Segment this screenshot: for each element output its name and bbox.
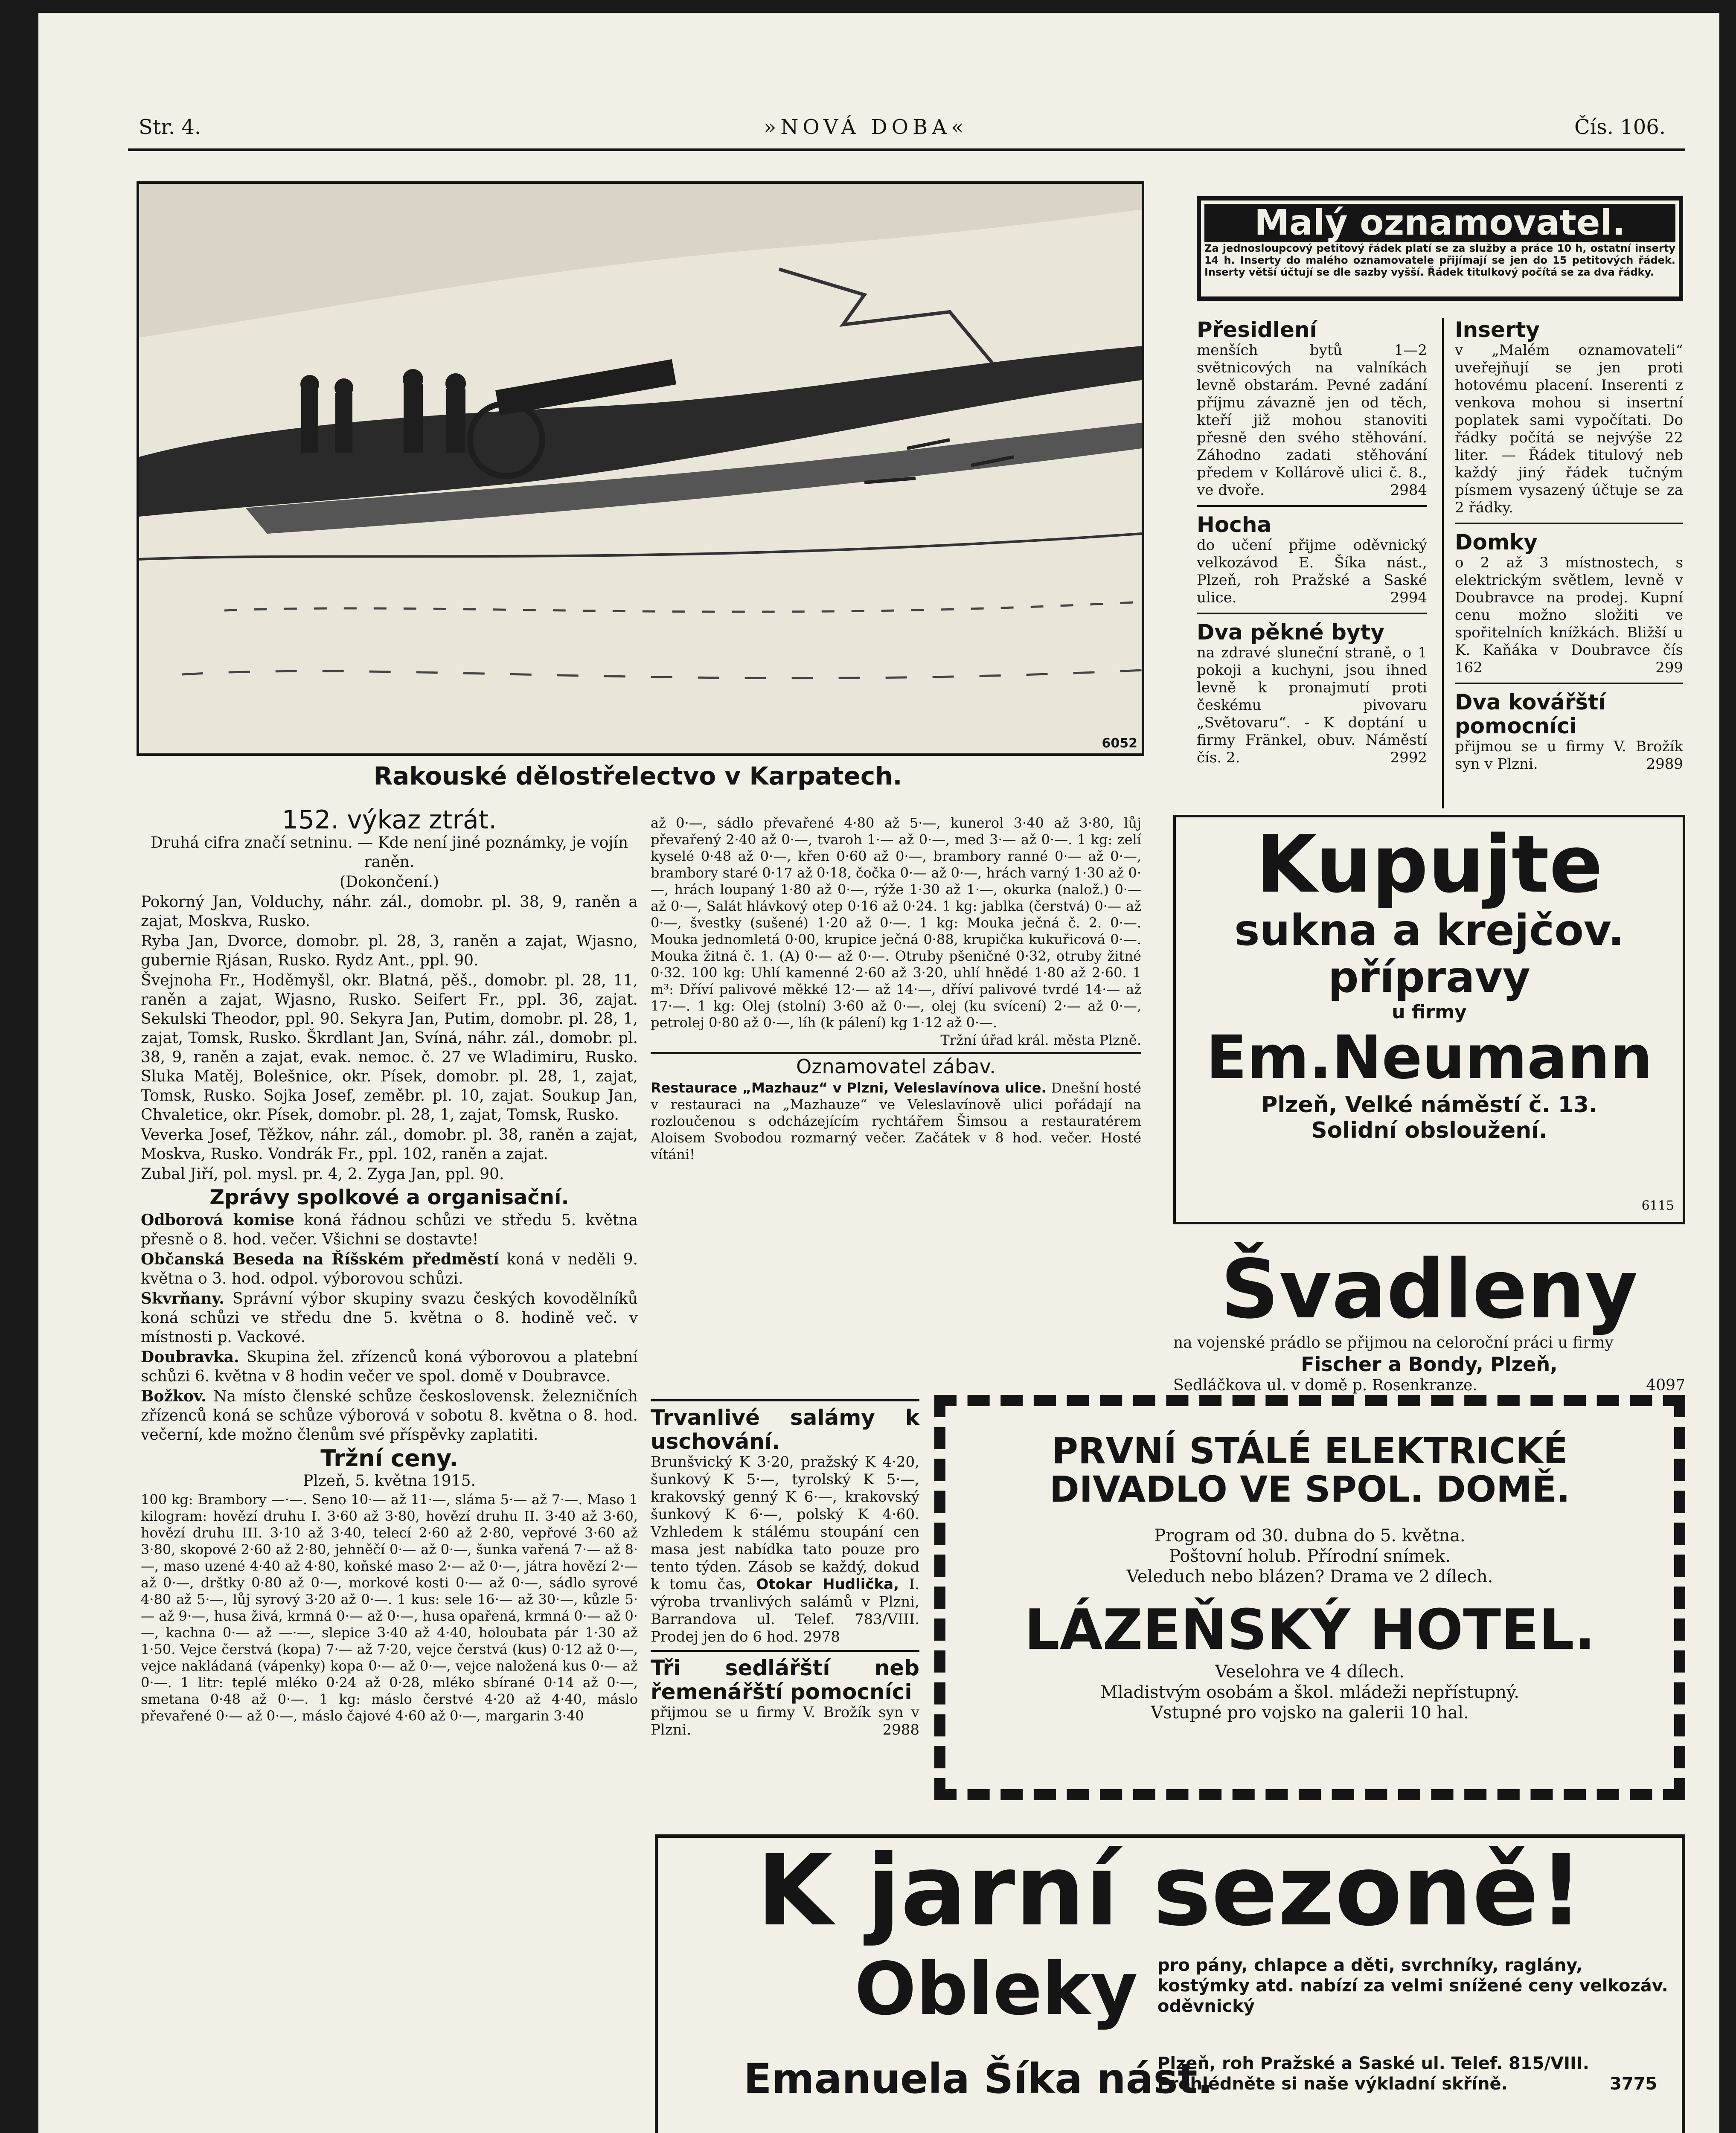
classified-text: do učení přijme oděvnický velkozávod E. Šíka nást., Plzeň, roh Pražské a Saské ulice. bbox=[1197, 537, 1427, 606]
seamstress-address-line bbox=[1173, 1376, 1685, 1395]
club-text: Správní výbor skupiny svazu českých kovodělníků koná schůzi ve středu dne 5. května o 8. hodině več. v místnosti p. Vackové. bbox=[141, 1290, 638, 1346]
losses-entry: Zubal Jiří, pol. mysl. pr. 4, 2. Zyga Jan, ppl. 90. bbox=[141, 1165, 504, 1183]
cinema-feature: LÁZEŇSKÝ HOTEL. bbox=[1024, 1597, 1596, 1662]
artillery-illustration bbox=[137, 181, 1144, 756]
neumann-line3: přípravy bbox=[1328, 952, 1530, 1002]
club-text: koná řádnou schůzi ve středu 5. května přesně o 8. hod. večer. Všichni se dostavte! bbox=[141, 1212, 638, 1248]
cinema-feature-sub: Veselohra ve 4 dílech. bbox=[1215, 1662, 1405, 1682]
sika-word: Obleky bbox=[855, 1947, 1138, 2031]
losses-entry: Pokorný Jan, Volduchy, náhr. zál., domobr. pl. 38, 9, raněn a zajat, Moskva, Rusko. bbox=[141, 893, 638, 930]
classified-number: 2989 bbox=[1646, 756, 1683, 773]
cinema-program-item: Veleduch nebo blázen? Drama ve 2 dílech. bbox=[1126, 1567, 1493, 1587]
club-item bbox=[141, 1250, 638, 1288]
club-name: Božkov. bbox=[141, 1387, 206, 1405]
classified-body bbox=[1455, 342, 1683, 517]
sika-description: pro pány, chlapce a děti, svrchníky, raglány, kostýmky atd. nabízí za velmi snížené ceny velkozáv. oděvnický bbox=[1157, 1956, 1668, 2016]
sika-headline: K jarní sezoně! bbox=[756, 1834, 1584, 1948]
saddler-number: 2988 bbox=[882, 1721, 919, 1738]
divider bbox=[1455, 683, 1683, 684]
salami-title: Trvanlivé salámy k uschování. bbox=[651, 1405, 919, 1454]
classifieds-right-column bbox=[1455, 318, 1683, 773]
sika-ad bbox=[655, 1834, 1685, 2133]
neumann-ad bbox=[1173, 815, 1685, 1224]
events-lead: Restaurace „Mazhauz“ v Plzni, Veleslavínova ulice. bbox=[651, 1080, 1047, 1096]
cinema-title-1: PRVNÍ STÁLÉ ELEKTRICKÉ bbox=[1052, 1430, 1568, 1472]
sika-firm: Emanuela Šíka nást. bbox=[744, 2055, 1213, 2103]
classified-body bbox=[1197, 644, 1427, 767]
seamstress-firm: Fischer a Bondy, Plzeň, bbox=[1301, 1353, 1558, 1376]
classified-title: Dva kovářští pomocníci bbox=[1455, 690, 1606, 738]
club-text: Na místo členské schůze československ. železničních zřízenců koná se schůze výborová v sobotu 8. května o 8. hod. večerní, kde možno členům své příspěvky zaplatiti. bbox=[141, 1388, 638, 1444]
club-name: Odborová komise bbox=[141, 1211, 295, 1229]
neumann-number: 6115 bbox=[1641, 1198, 1674, 1213]
classified-body bbox=[1197, 537, 1427, 607]
club-text: koná v neděli 9. května o 3. hod. odpol. výborovou schůzi. bbox=[141, 1251, 638, 1287]
classified-body bbox=[1455, 738, 1683, 773]
classifieds-rates: Za jednosloupcový petitový řádek platí se za služby a práce 10 h, ostatní inserty 14 h. Inserty do malého oznamovatele přijímají se jen do 15 petitových řádek. Inserty větší účtují se dle sazby vyšší. Řádek titulkový počítá se za dva řádky. bbox=[1204, 242, 1675, 278]
seamstress-address: Sedláčkova ul. v domě p. Rosenkranze. bbox=[1173, 1377, 1477, 1394]
classified-number: 2984 bbox=[1390, 482, 1427, 499]
market-prices-2: až 0·—, sádlo převařené 4·80 až 5·—, kunerol 3·40 až 3·80, lůj převařený 2·40 až 0·—, tvaroh 1·— až 0·—, med 3·— až 0·—. 1 kg: zelí kyselé 0·48 až 0·—, křen 0·60 až 0·—, brambory ranné 0·— až 0·—, brambory staré 0·17 až 0·18, čočka 0·— až 0·—, hrách varný 1·30 až 0·—, hrách loupaný 1·80 až 0·—, rýže 1·30 až 1·—, okurka (nalož.) 0·— až 0·—, Salát hlávkový otep 0·16 až 0·24. 1 kg: jablka (čerstvá) 0·— až 0·—, švestky (sušené) 1·20 až 0·—. 1 kg: Mouka ječná č. 2. 0·—. Mouka jednomletá 0·00, krupice ječná 0·88, krupička kukuřicová 0·—. Mouka žitná č. 1. (A) 0·— až 0·—. Otruby pšeničné 0·32, otruby žitné 0·32. 100 kg: Uhlí kamenné 2·60 až 3·20, uhlí hnědé 1·80 až 2·60. 1 m³: Dříví palivové měkké 12·— až 14·—, dříví palivové tvrdé 14·— až 17·—. 1 kg: Olej (stolní) 3·60 až 0·—, olej (ku svícení) 2·— až 0·—, petrolej 0·80 až 0·—, líh (k pálení) kg 1·12 až 0·—. bbox=[651, 815, 1141, 1031]
cinema-ad bbox=[934, 1395, 1685, 1800]
issue-number: Čís. 106. bbox=[1574, 115, 1666, 139]
classified-title: Dva pěkné byty bbox=[1197, 620, 1384, 645]
cinema-title-2: DIVADLO VE SPOL. DOMĚ. bbox=[1049, 1468, 1570, 1510]
events-paragraph bbox=[651, 1080, 1141, 1163]
club-item bbox=[141, 1387, 638, 1444]
neumann-name: Em.Neumann bbox=[1206, 1023, 1653, 1093]
seamstress-text: na vojenské prádlo se přijmou na celoroční práci u firmy bbox=[1173, 1334, 1614, 1351]
left-column bbox=[141, 806, 638, 1725]
masthead-title: »NOVÁ DOBA« bbox=[764, 115, 968, 139]
classifieds-title: Malý oznamovatel. bbox=[1204, 204, 1675, 242]
salami-text: Brunšvický K 3·20, pražský K 4·20, šunkový K 5·—, tyrolský K 5·—, krakovský genný K 6·—, krakovský šunkový K 6·—, polský K 4·60. Vzhledem k stálému stoupání cen masa jest nabídka tato pouze pro tento týden. Zásob se každý, dokud k tomu čas, bbox=[651, 1453, 919, 1593]
losses-continued: (Dokončení.) bbox=[340, 873, 439, 891]
illustration-caption: Rakouské dělostřelectvo v Karpatech. bbox=[373, 761, 902, 790]
divider bbox=[651, 1650, 919, 1652]
newspaper-page bbox=[38, 13, 1719, 2133]
neumann-line4: u firmy bbox=[1392, 1001, 1467, 1023]
events-text: Dnešní hosté v restauraci na „Mazhauze“ ve Veleslavínově ulici pořádají na rozloučenou s odcházejícím rychtářem Šimsou a restauratérem Aloisem Svobodou rozmarný večer. Začátek v 8 hod. večer. Hosté vítáni! bbox=[651, 1080, 1142, 1162]
illustration-mark: 6052 bbox=[1102, 736, 1137, 751]
seamstress-title: Švadleny bbox=[1220, 1242, 1638, 1337]
losses-entry: Švejnoha Fr., Hoděmyšl, okr. Blatná, pěš., domobr. pl. 28, 11, raněn a zajat, Wjasno, Rusko. Seifert Fr., ppl. 36, zajat. Sekulski Theodor, ppl. 90. Sekyra Jan, Putim, domobr. pl. 28, 1, zajat, Tomsk, Rusko. Škrdlant Jan, Svíná, náhr. zál., domobr. pl. 38, 9, raněn a zajat, evak. nemoc. č. 27 ve Wladimiru, Rusko. Sluka Matěj, Bolešnice, okr. Písek, domobr. pl. 28, 1, zajat, Tomsk, Rusko. Sojka Josef, zeměbr. pl. 10, zajat. Soukup Jan, Chvaletice, okr. Písek, domobr. pl. 28, 1, zajat, Tomsk, Rusko. bbox=[141, 972, 638, 1124]
classified-title: Přesidlení bbox=[1197, 317, 1317, 342]
classifieds-header-box bbox=[1197, 196, 1683, 301]
saddler-body bbox=[651, 1704, 919, 1739]
divider bbox=[1455, 523, 1683, 524]
salami-ad bbox=[651, 1406, 919, 1740]
illustration-drawing bbox=[139, 184, 1142, 753]
losses-entry: Ryba Jan, Dvorce, domobr. pl. 28, 3, raněn a zajat, Wjasno, gubernie Rjásan, Rusko. Rydz Ant., ppl. 90. bbox=[141, 933, 638, 969]
classifieds-left-column bbox=[1197, 318, 1427, 767]
events-title: Oznamovatel zábav. bbox=[796, 1055, 996, 1078]
club-item bbox=[141, 1348, 638, 1386]
classified-number: 299 bbox=[1655, 659, 1683, 676]
market-signature: Tržní úřad král. města Plzně. bbox=[940, 1032, 1141, 1048]
divider bbox=[651, 1052, 1141, 1054]
club-item bbox=[141, 1211, 638, 1249]
classified-number: 2992 bbox=[1390, 749, 1427, 766]
neumann-address: Plzeň, Velké náměstí č. 13. bbox=[1261, 1092, 1597, 1118]
cinema-program-item: Poštovní holub. Přírodní snímek. bbox=[1169, 1546, 1451, 1566]
classified-text: přijmou se u firmy V. Brožík syn v Plzni. bbox=[1455, 738, 1683, 773]
seamstress-ad bbox=[1173, 1242, 1685, 1395]
neumann-line1: Kupujte bbox=[1256, 818, 1603, 910]
saddler-text: přijmou se u firmy V. Brožík syn v Plzni. bbox=[651, 1704, 919, 1738]
losses-entry: Veverka Josef, Těžkov, náhr. zál., domobr. pl. 38, raněn a zajat, Moskva, Rusko. Vondrák Fr., ppl. 102, raněn a zajat. bbox=[141, 1126, 638, 1163]
market-subtitle: Plzeň, 5. května 1915. bbox=[303, 1472, 476, 1490]
market-prices-1: 100 kg: Brambory —·—. Seno 10·— až 11·—, sláma 5·— až 7·—. Maso 1 kilogram: hovězí druhu I. 3·60 až 3·80, hovězí druhu II. 3·40 až 3·60, hovězí druhu III. 3·10 až 3·40, telecí 2·60 až 2·80, vepřové 3·60 až 3·80, skopové 2·60 až 2·80, jehněčí 0·— až 0·—, šunka vařená 7·— až 8·—, maso uzené 4·40 až 4·80, koňské maso 2·— až 0·—, játra hovězí 2·— až 0·—, drštky 0·80 až 0·—, morkové kosti 0·— až 0·—, sádlo syrové 4·80 až 5·—, lůj syrový 3·20 až 0·—. 1 kus: sele 16·— až 30·—, kůzle 5·— až 9·—, husa živá, krmná 0·— až 0·—, husa opařená, krmná 0·— až 0·—, kachna 0·— až —·—, slepice 3·40 až 4·40, holoubata pár 1·30 až 1·50. Vejce čerstvá (kopa) 7·— až 7·20, vejce čerstvá (kus) 0·12 až 0·—, vejce nakládaná (vápenky) kopa 0·— až 0·—, vejce naložená kus 0·— až 0·—. 1 litr: teplé mléko 0·24 až 0·28, mléko sbírané 0·14 až 0·—, smetana 0·48 až 0·—. 1 kg: máslo čerstvé 4·20 až 4·40, máslo převařené 0·— až 0·—, máslo čajové 4·60 až 0·—, margarin 3·40 bbox=[141, 1491, 638, 1724]
classified-text: na zdravé sluneční straně, o 1 pokoji a kuchyni, jsou ihned levně k pronajmutí proti českému pivovaru „Světovaru“. - K doptání u firmy Fränkel, obuv. Náměstí čís. 2. bbox=[1197, 644, 1427, 766]
divider bbox=[651, 1399, 919, 1401]
classified-text: v „Malém oznamovateli“ uveřejňují se jen proti hotovému placení. Inserenti z venkova mohou si insertní poplatek sami vypočítati. Do řádky počítá se nejvýše 22 liter. — Řádek titulový neb každý jiný řádek tučným písmem vysazený účtuje se za 2 řádky. bbox=[1455, 342, 1683, 516]
classified-text: menších bytů 1—2 světnicových na valníkách levně obstarám. Pevné zadání příjmu závazně jen od těch, kteří již mohou stanoviti přesně den svého stěhování. Záhodno zadati stěhování předem v Kollárově ulici č. 8., ve dvoře. bbox=[1197, 342, 1427, 499]
divider bbox=[1197, 505, 1427, 507]
middle-column bbox=[651, 815, 1141, 1164]
classified-body bbox=[1197, 342, 1427, 499]
classified-text: o 2 až 3 místnostech, s elektrickým světlem, levně v Doubravce na prodej. Kupní cenu možno složiti ve spořitelních knížkách. Bližší u K. Kaňáka v Doubravce čís 162 bbox=[1455, 554, 1683, 676]
losses-title: 152. výkaz ztrát. bbox=[282, 805, 497, 835]
page-number: Str. 4. bbox=[139, 115, 201, 139]
salami-text-2: I. výroba trvanlivých salámů v Plzni, Barrandova ul. Telef. 783/VIII. Prodej jen do 6 hod. bbox=[651, 1576, 919, 1645]
seamstress-number: 4097 bbox=[1646, 1377, 1685, 1394]
divider bbox=[1197, 613, 1427, 614]
column-rule bbox=[1442, 318, 1444, 808]
sika-number: 3775 bbox=[1610, 2074, 1657, 2094]
classified-title: Hocha bbox=[1197, 512, 1272, 537]
salami-firm: Otokar Hudlička, bbox=[756, 1576, 899, 1593]
clubs-title: Zprávy spolkové a organisační. bbox=[209, 1186, 569, 1209]
cinema-note: Mladistvým osobám a škol. mládeži nepřístupný. bbox=[1100, 1683, 1519, 1702]
classified-number: 2994 bbox=[1390, 589, 1427, 606]
club-text: Skupina žel. zřízenců koná výborovou a platební schůzi 6. května v 8 hodin večer ve spol. domě v Doubravce. bbox=[141, 1348, 638, 1385]
market-title: Tržní ceny. bbox=[320, 1445, 458, 1472]
club-name: Doubravka. bbox=[141, 1348, 239, 1366]
neumann-line2: sukna a krejčov. bbox=[1234, 905, 1624, 955]
losses-intro: Druhá cifra značí setninu. — Kde není jiné poznámky, je vojín raněn. bbox=[150, 834, 628, 871]
salami-number: 2978 bbox=[803, 1628, 840, 1645]
neumann-service: Solidní obsloužení. bbox=[1311, 1118, 1547, 1143]
saddler-title: Tři sedlářští neb řemenářští pomocníci bbox=[651, 1656, 919, 1704]
header-rule bbox=[128, 148, 1685, 151]
cinema-program: Program od 30. dubna do 5. května. bbox=[1154, 1526, 1466, 1546]
club-name: Skvrňany. bbox=[141, 1290, 224, 1308]
club-item bbox=[141, 1289, 638, 1347]
sika-address: Plzeň, roh Pražské a Saské ul. Telef. 815/VIII. Prohlédněte si naše výkladní skříně. bbox=[1157, 2054, 1589, 2094]
classified-title: Inserty bbox=[1455, 317, 1540, 342]
club-name: Občanská Beseda na Říšském předměstí bbox=[141, 1250, 499, 1268]
cinema-note: Vstupné pro vojsko na galerii 10 hal. bbox=[1151, 1703, 1469, 1723]
classified-body bbox=[1455, 554, 1683, 677]
salami-body bbox=[651, 1453, 919, 1646]
classified-title: Domky bbox=[1455, 530, 1538, 555]
